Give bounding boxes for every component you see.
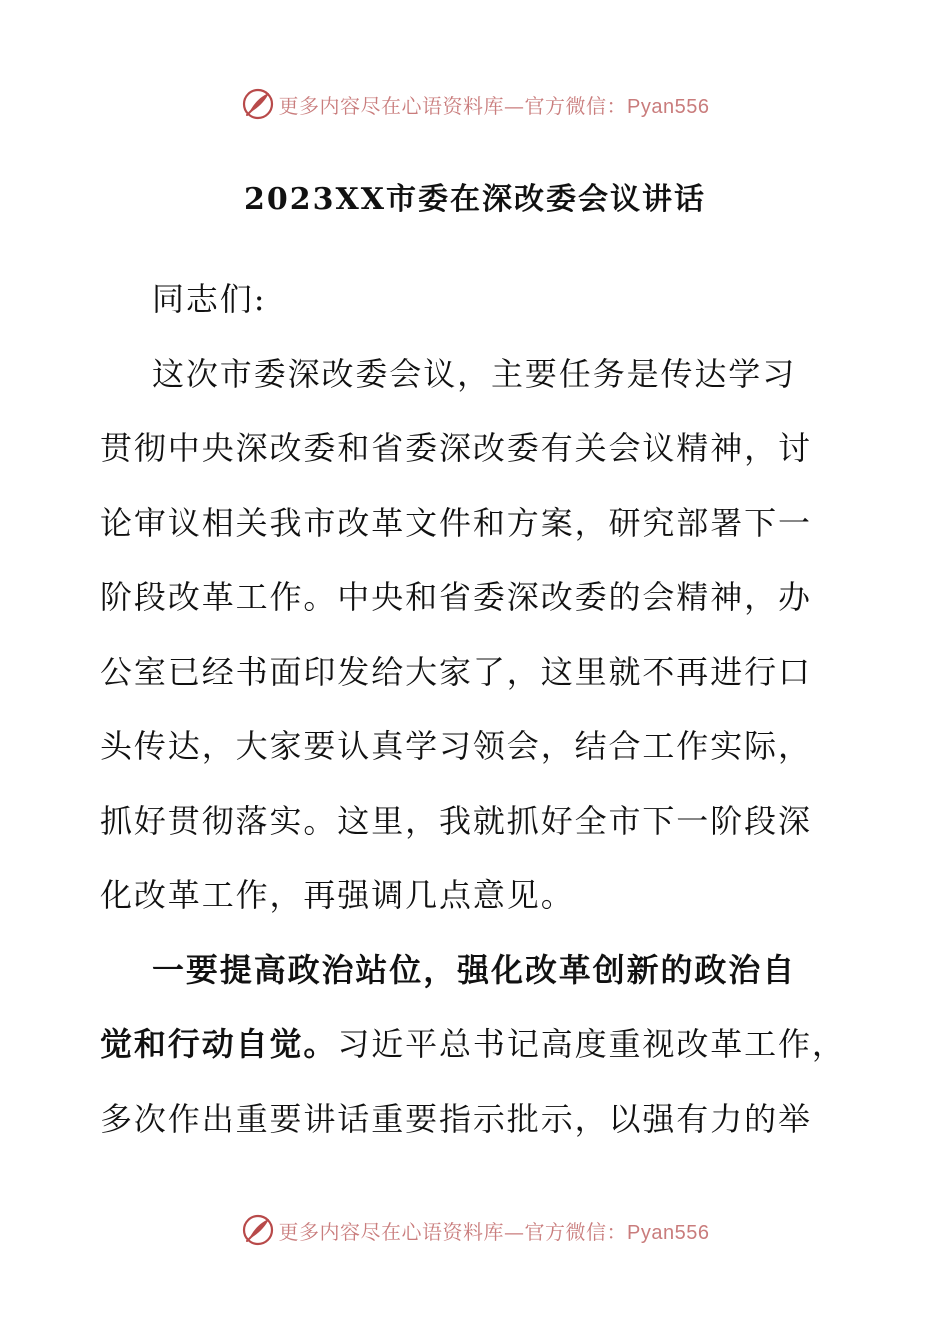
document-body xyxy=(100,262,852,1156)
body-line: 贯彻中央深改委和省委深改委有关会议精神，讨 xyxy=(100,429,812,467)
watermark-header xyxy=(0,84,950,124)
body-line: 公室已经书面印发给大家了，这里就不再进行口 xyxy=(100,652,812,691)
body-line: 头传达，大家要认真学习领会，结合工作实际， xyxy=(100,727,812,765)
body-line: 论审议相关我市改革文件和方案，研究部署下一 xyxy=(100,503,812,542)
salutation: 同志们: xyxy=(152,280,267,318)
body-line: 化改革工作，再强调几点意见。 xyxy=(100,876,575,914)
section-heading-line: 觉和行动自觉。习近平总书记高度重视改革工作， xyxy=(100,1025,846,1063)
watermark-footer xyxy=(0,1210,950,1250)
body-line: 多次作出重要讲话重要指示批示，以强有力的举 xyxy=(100,1099,812,1138)
body-line: 抓好贯彻落实。这里，我就抓好全市下一阶段深 xyxy=(100,801,812,840)
body-line: 这次市委深改委会议，主要任务是传达学习 xyxy=(152,354,797,393)
section-heading-line: 一要提高政治站位，强化改革创新的政治自 xyxy=(152,950,797,989)
document-title: 2023XX市委在深改委会议讲话 xyxy=(243,182,707,217)
body-line: 阶段改革工作。中央和省委深改委的会精神，办 xyxy=(100,578,812,616)
quill-logo-icon xyxy=(241,87,275,121)
quill-logo-icon xyxy=(241,1213,275,1247)
watermark-text: 更多内容尽在心语资料库—官方微信：Pyan556 xyxy=(278,1219,710,1244)
watermark-text: 更多内容尽在心语资料库—官方微信：Pyan556 xyxy=(278,93,710,118)
